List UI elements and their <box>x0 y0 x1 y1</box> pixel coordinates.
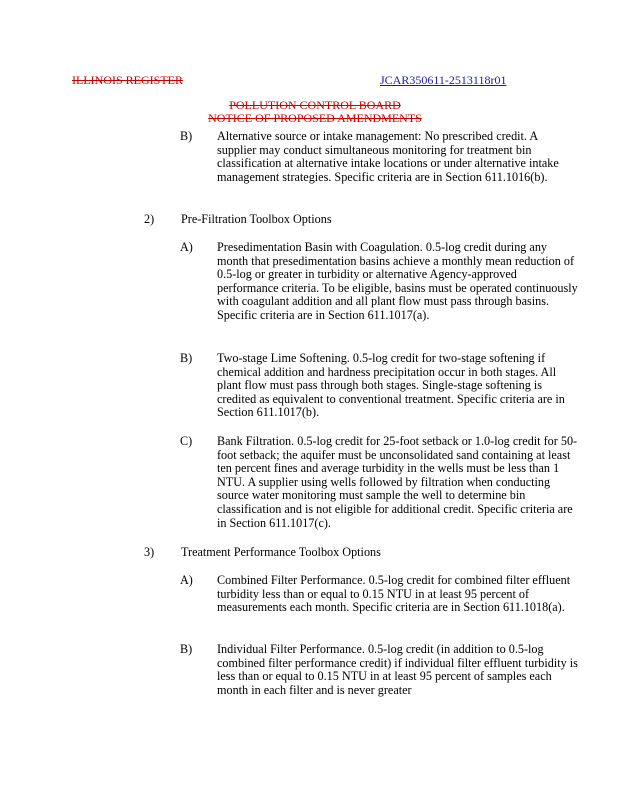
item-text: Alternative source or intake management: No prescribed credit. A supplier may conduct simultaneous monitoring for treatment bin classification at alternative intake locations or under alternative intake management strategies. Specific criteria are in Section 611.1016(b). <box>217 129 559 184</box>
item-label: A) <box>180 240 193 254</box>
document-code[interactable]: JCAR350611-2513118r01 <box>380 73 507 87</box>
section-number: 2) <box>144 212 155 226</box>
item-text: Two-stage Lime Softening. 0.5-log credit for two-stage softening if chemical addition and hardness precipitation occur in both stages. All plant flow must pass through both stages. Single-stage softening is credited as equivalent to conventional treatment. Specific criteria are in Section 611.1017(b). <box>217 351 565 420</box>
item-label: B) <box>180 351 193 365</box>
notice-title: NOTICE OF PROPOSED AMENDMENTS <box>208 111 422 125</box>
item-label: C) <box>180 434 193 448</box>
item-label: B) <box>180 642 193 656</box>
board-name: POLLUTION CONTROL BOARD <box>229 98 401 112</box>
item-text: Bank Filtration. 0.5-log credit for 25-foot setback or 1.0-log credit for 50-foot setback; the aquifer must be unconsolidated sand containing at least ten percent fines and average turbidity in the wells must be less than 1 NTU. A supplier using wells followed by filtration when conducting source water monitoring must sample the well to determine bin classification and is not eligible for additional credit. Specific criteria are in Section 611.1017(c). <box>217 434 578 530</box>
register-name: ILLINOIS REGISTER <box>72 73 183 87</box>
item-label: A) <box>180 573 193 587</box>
section-number: 3) <box>144 545 155 559</box>
item-text: Combined Filter Performance. 0.5-log credit for combined filter effluent turbidity less than or equal to 0.15 NTU in at least 95 percent of measurements each month. Specific criteria are in Section 611.1018(a). <box>217 573 571 615</box>
section-heading: Treatment Performance Toolbox Options <box>181 545 381 559</box>
item-text: Presedimentation Basin with Coagulation. 0.5-log credit during any month that presedimentation basins achieve a monthly mean reduction of 0.5-log or greater in turbidity or alternative Agency-approved performance criteria. To be eligible, basins must be operated continuously with coagulant addition and all plant flow must pass through basins. Specific criteria are in Section 611.1017(a). <box>217 240 578 322</box>
section-heading: Pre-Filtration Toolbox Options <box>181 212 332 226</box>
item-text: Individual Filter Performance. 0.5-log credit (in addition to 0.5-log combined filter performance credit) if individual filter effluent turbidity is less than or equal to 0.15 NTU in at least 95 percent of samples each month in each filter and is never greater <box>217 642 578 697</box>
item-label: B) <box>180 129 193 143</box>
